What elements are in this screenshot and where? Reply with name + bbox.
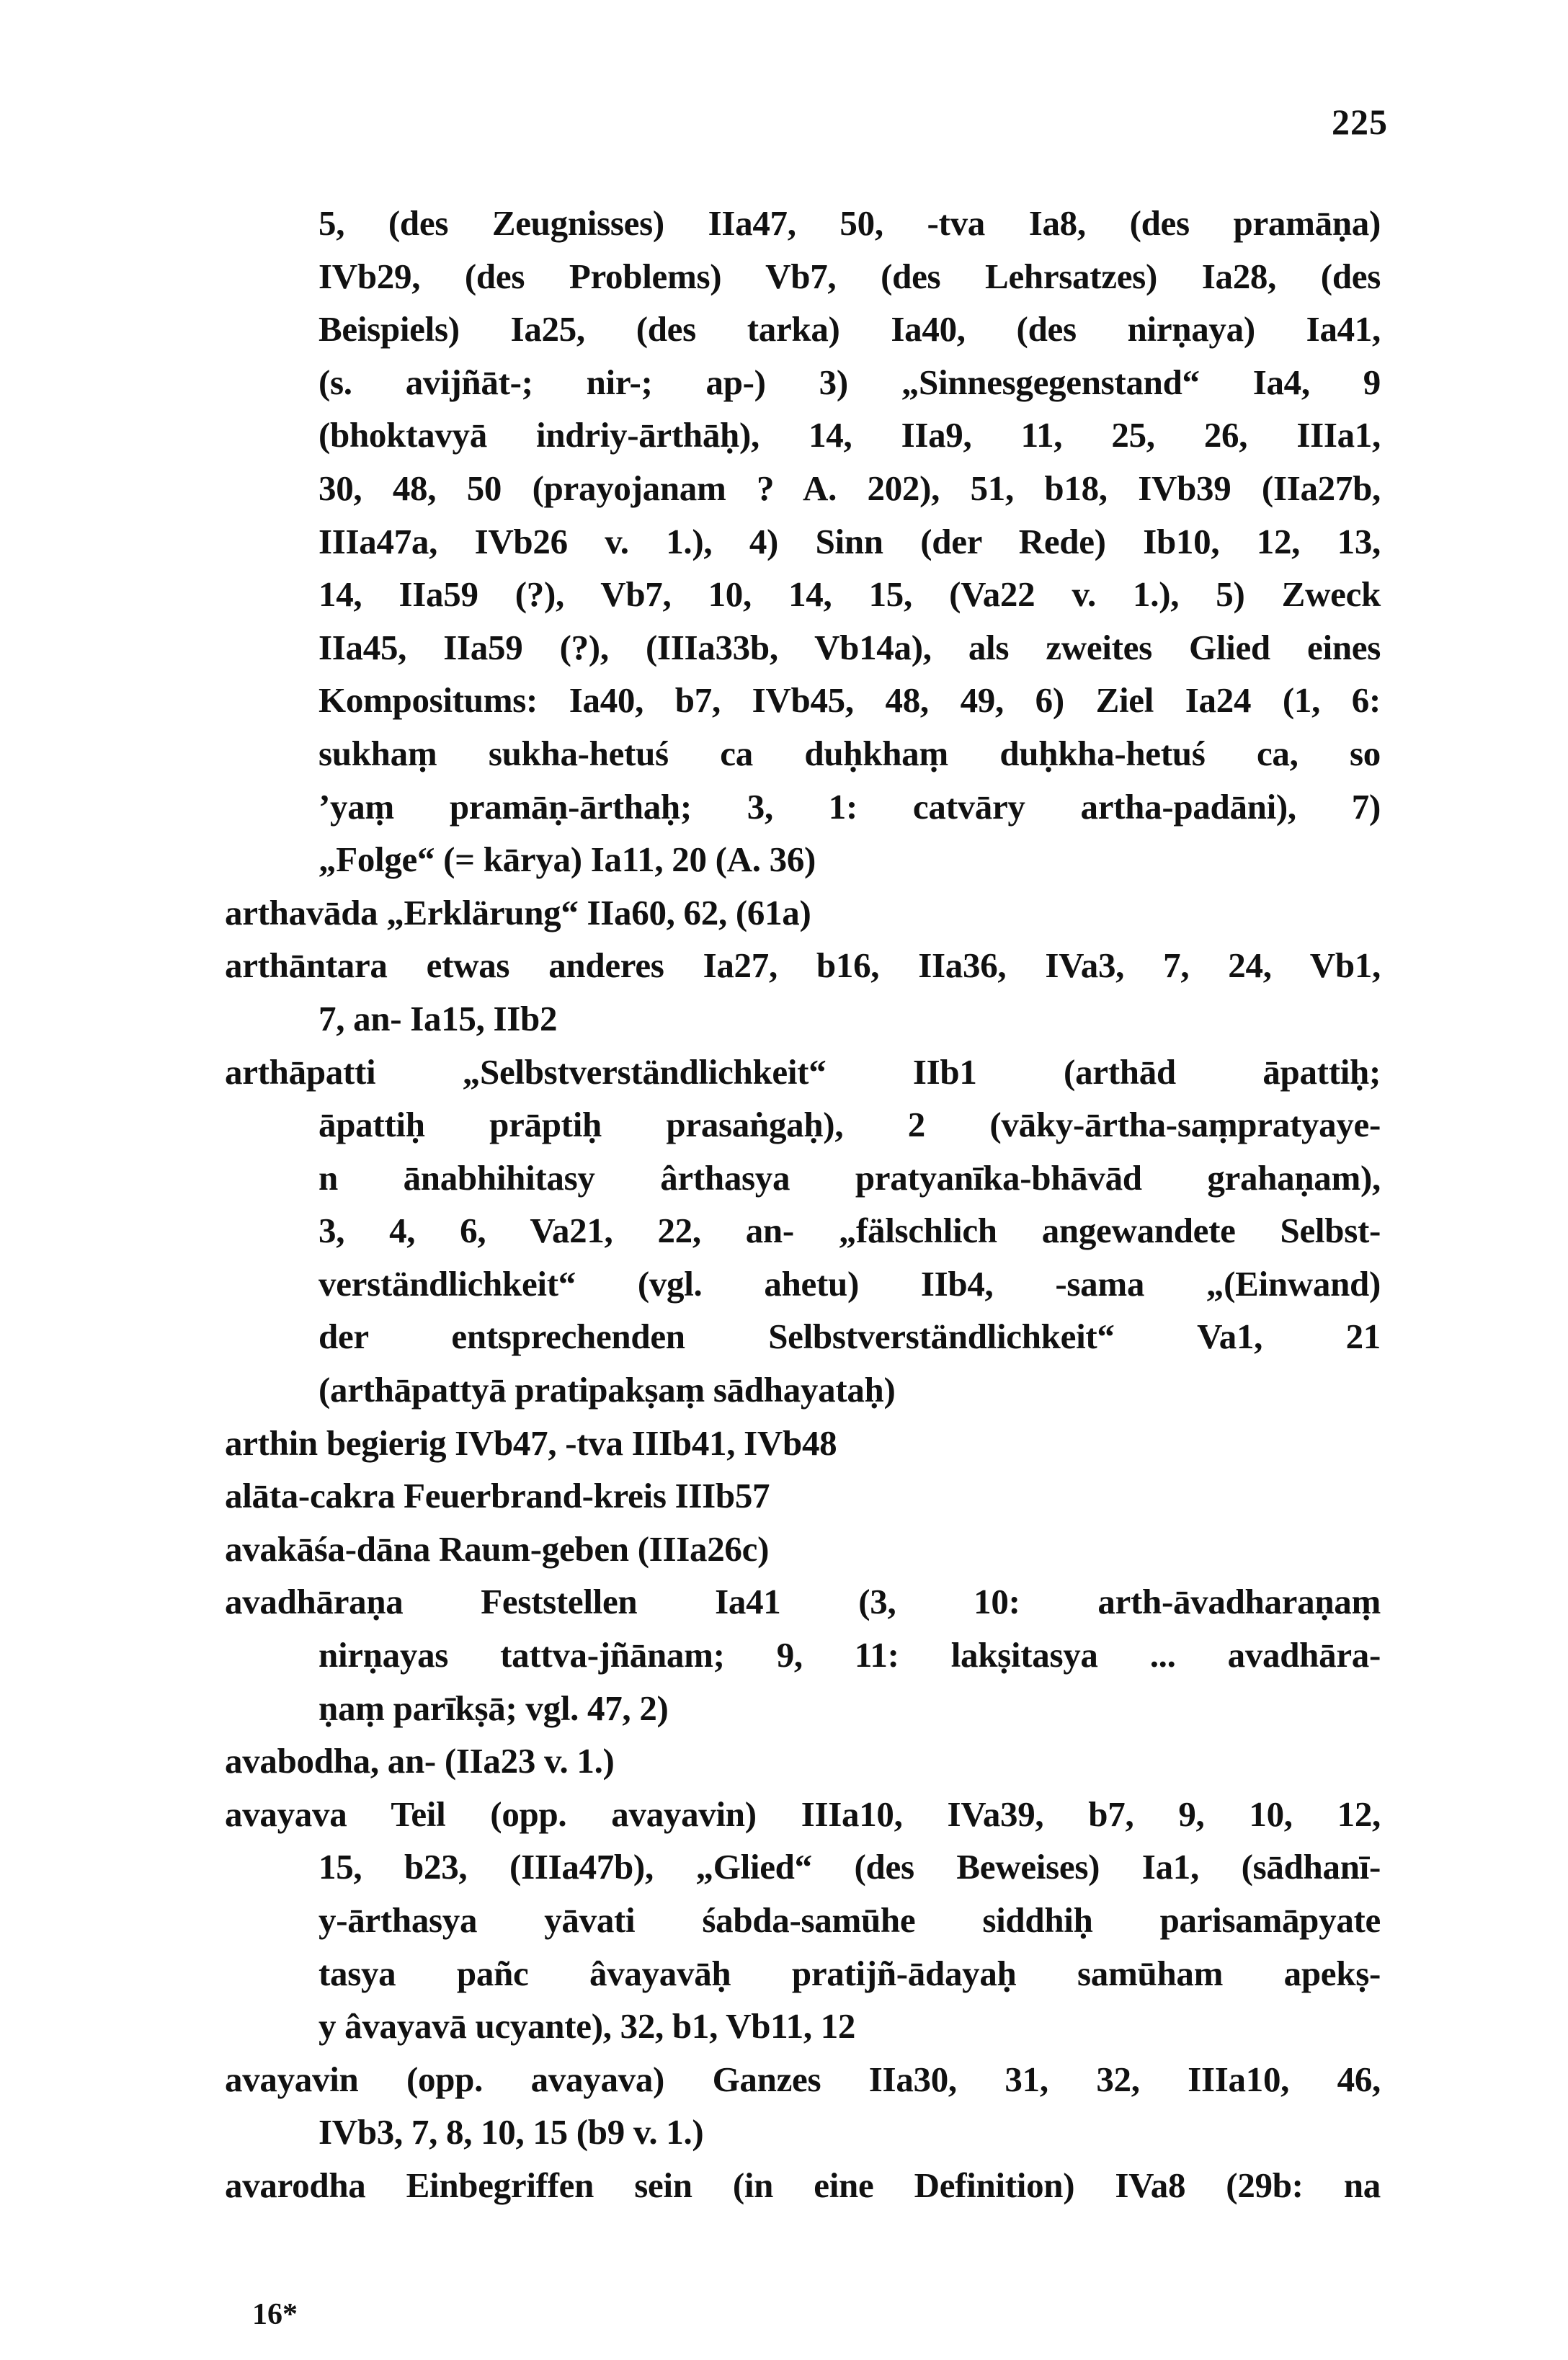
entry-headword-line: avadhāraṇa Feststellen Ia41 (3, 10: arth-āvadharaṇaṃ — [225, 1582, 1381, 1622]
entry-continuation-line: 7, an- Ia15, IIb2 — [318, 998, 558, 1038]
entry-headword-line: avayava Teil (opp. avayavin) IIIa10, IVa39, b7, 9, 10, 12, — [225, 1794, 1381, 1834]
entry-continuation-line: y âvayavā ucyante), 32, b1, Vb11, 12 — [318, 2006, 856, 2047]
entry-continuation-line: ’yaṃ pramāṇ-ārthaḥ; 3, 1: catvāry artha-padāni), 7) — [318, 786, 1381, 827]
entry-continuation-line: nirṇayas tattva-jñānam; 9, 11: lakṣitasya ... avadhāra- — [318, 1635, 1381, 1675]
entry-continuation-line: IIIa47a, IVb26 v. 1.), 4) Sinn (der Rede) Ib10, 12, 13, — [318, 521, 1381, 561]
entry-headword-line: arthāpatti „Selbstverständlichkeit“ IIb1 (arthād āpattiḥ; — [225, 1051, 1381, 1092]
entry-headword-line: avakāśa-dāna Raum-geben (IIIa26c) — [225, 1528, 770, 1569]
entry-headword-line: avabodha, an- (IIa23 v. 1.) — [225, 1741, 615, 1781]
entry-headword-line: arthavāda „Erklärung“ IIa60, 62, (61a) — [225, 892, 811, 932]
entry-continuation-line: 15, b23, (IIIa47b), „Glied“ (des Beweises) Ia1, (sādhanī- — [318, 1847, 1381, 1887]
entry-continuation-line: y-ārthasya yāvati śabda-samūhe siddhiḥ parisamāpyate — [318, 1900, 1381, 1940]
entry-continuation-line: (arthāpattyā pratipakṣaṃ sādhayataḥ) — [318, 1370, 896, 1410]
entry-continuation-line: (s. avijñāt-; nir-; ap-) 3) „Sinnesgegenstand“ Ia4, 9 — [318, 362, 1381, 402]
entry-continuation-line: āpattiḥ prāptiḥ prasaṅgaḥ), 2 (vāky-ārtha-saṃpratyaye- — [318, 1105, 1381, 1145]
signature-mark: 16* — [252, 2298, 298, 2331]
entry-headword-line: alāta-cakra Feuerbrand-kreis IIIb57 — [225, 1476, 770, 1516]
entry-continuation-line: 14, IIa59 (?), Vb7, 10, 14, 15, (Va22 v. 1.), 5) Zweck — [318, 574, 1381, 615]
entry-continuation-line: Kompositums: Ia40, b7, IVb45, 48, 49, 6) Ziel Ia24 (1, 6: — [318, 680, 1381, 721]
entry-continuation-line: IIa45, IIa59 (?), (IIIa33b, Vb14a), als zweites Glied eines — [318, 627, 1381, 667]
entry-continuation-line: IVb29, (des Problems) Vb7, (des Lehrsatzes) Ia28, (des — [318, 256, 1381, 296]
entry-continuation-line: tasya pañc âvayavāḥ pratijñ-ādayaḥ samūham apekṣ- — [318, 1953, 1381, 1993]
entry-headword-line: arthin begierig IVb47, -tva IIIb41, IVb48 — [225, 1422, 837, 1463]
entry-continuation-line: verständlichkeit“ (vgl. ahetu) IIb4, -sama „(Einwand) — [318, 1263, 1381, 1304]
entry-continuation-line: 30, 48, 50 (prayojanam ? A. 202), 51, b18, IVb39 (IIa27b, — [318, 468, 1381, 508]
page-number: 225 — [1332, 102, 1388, 142]
entry-continuation-line: sukhaṃ sukha-hetuś ca duḥkhaṃ duḥkha-hetuś ca, so — [318, 733, 1381, 773]
entry-headword-line: avarodha Einbegriffen sein (in eine Definition) IVa8 (29b: na — [225, 2165, 1381, 2205]
entry-headword-line: arthāntara etwas anderes Ia27, b16, IIa36, IVa3, 7, 24, Vb1, — [225, 945, 1381, 986]
index-entries — [0, 197, 1568, 2212]
entry-headword-line: avayavin (opp. avayava) Ganzes IIa30, 31, 32, IIIa10, 46, — [225, 2059, 1381, 2099]
entry-continuation-line: (bhoktavyā indriy-ārthāḥ), 14, IIa9, 11, 25, 26, IIIa1, — [318, 415, 1381, 455]
entry-continuation-line: ṇaṃ parīkṣā; vgl. 47, 2) — [318, 1688, 669, 1728]
entry-continuation-line: 3, 4, 6, Va21, 22, an- „fälschlich angewandete Selbst- — [318, 1211, 1381, 1251]
entry-continuation-line: IVb3, 7, 8, 10, 15 (b9 v. 1.) — [318, 2112, 704, 2152]
entry-continuation-line: n ānabhihitasy ârthasya pratyanīka-bhāvād grahaṇam), — [318, 1157, 1381, 1198]
entry-continuation-line: „Folge“ (= kārya) Ia11, 20 (A. 36) — [318, 840, 816, 880]
entry-continuation-line: der entsprechenden Selbstverständlichkeit“ Va1, 21 — [318, 1317, 1381, 1357]
entry-continuation-line: Beispiels) Ia25, (des tarka) Ia40, (des nirṇaya) Ia41, — [318, 309, 1381, 349]
entry-continuation-line: 5, (des Zeugnisses) IIa47, 50, -tva Ia8, (des pramāṇa) — [318, 203, 1381, 243]
